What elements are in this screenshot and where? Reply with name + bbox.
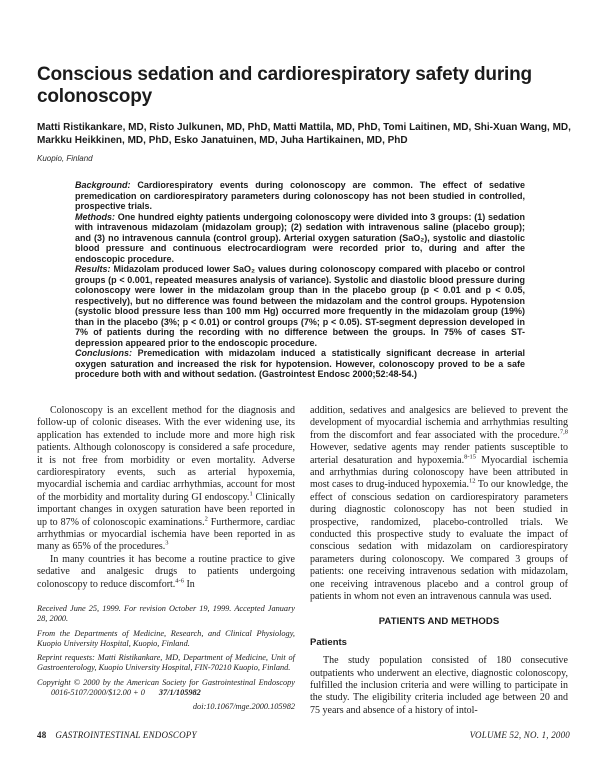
abstract-background <box>75 180 525 212</box>
reference-marker: 8-15 <box>464 453 477 461</box>
intro-paragraph-1 <box>37 405 295 554</box>
fee-code: 0016-5107/2000/$12.00 + 0 <box>51 687 145 697</box>
abstract-conclusions <box>75 348 525 380</box>
journal-name: GASTROINTESTINAL ENDOSCOPY <box>55 730 197 740</box>
section-heading-patients-and-methods: PATIENTS AND METHODS <box>378 616 500 628</box>
reference-marker: 7,8 <box>559 428 568 436</box>
abstract-results-text: Midazolam produced lower SaO₂ values during colonoscopy compared with placebo or control groups (p < 0.001, repeated measures analysis of variance). Systolic and diastolic blood pressure during colonoscopy were lower in the midazolam group than in the placebo group (p < 0.01 and p < 0.05, respectively), but no difference was found between the midazolam and the control groups. Hypotension (systolic blood pressure less than 100 mm Hg) occurred more frequently in the midazolam group (19%) than in the placebo (3%; p < 0.01) or control groups (7%; p < 0.05). ST-segment depression developed in 7% of patients during the recording with no difference between the groups. In 75% of cases ST-depression appeared prior to the endoscopic procedure. <box>75 264 525 348</box>
abstract-conclusions-text: Premedication with midazolam induced a statistically significant decrease in arterial oxygen saturation and increased the risk for hypotension. However, colonoscopy proved to be a safe procedure both with and without sedation. (Gastrointest Endosc 2000;52:48-54.) <box>75 348 525 380</box>
footnote-reprint-requests: Reprint requests: Matti Ristikankare, MD, Department of Medicine, Unit of Gastroenterology, Kuopio University Hospital, FIN-70210 Kuopio, Finland. <box>37 653 295 673</box>
footnotes <box>37 604 295 712</box>
footnote-affiliation: From the Departments of Medicine, Research, and Clinical Physiology, Kuopio University Hospital, Kuopio, Finland. <box>37 628 295 648</box>
abstract-methods-text: One hundred eighty patients undergoing colonoscopy were divided into 3 groups: (1) sedation with intravenous midazolam (midazolam group); (2) sedation with intravenous saline (placebo group); and (3) no intravenous cannula (control group). Arterial oxygen saturation (SaO₂), systolic and diastolic blood pressure and continuous electrocardiogram were recorded prior to, during and after the endoscopic procedure. <box>75 211 525 264</box>
intro-paragraph-2 <box>37 554 295 591</box>
page-footer <box>37 730 570 740</box>
paragraph-text: In <box>183 578 195 590</box>
page-number: 48 <box>37 730 47 740</box>
doi: doi:10.1067/mge.2000.105982 <box>192 702 295 712</box>
article-code: 37/1/105982 <box>158 687 201 697</box>
right-column <box>310 405 568 717</box>
intro-paragraph-3 <box>310 405 568 604</box>
article-title: Conscious sedation and cardiorespiratory safety during colonoscopy <box>37 64 532 108</box>
paragraph-text: In many countries it has become a routine practice to give sedative and analgesic drugs to patients undergoing colonoscopy to reduce discomfort. <box>37 553 295 590</box>
paragraph-text: However, sedative agents may render patients susceptible to arterial desaturation and hypoxemia. <box>310 442 568 466</box>
footnote-copyright <box>37 678 295 698</box>
footer-left <box>37 730 197 740</box>
reference-marker: 2 <box>204 515 208 523</box>
subsection-heading-patients: Patients <box>310 636 347 648</box>
paragraph-text: Myocardial ischemia and arrhythmias during colonoscopy have been attributed in most cases to drug-induced hypoxemia. <box>310 454 569 491</box>
abstract-background-label: Background: <box>75 180 131 191</box>
reference-marker: 12 <box>468 478 476 486</box>
abstract-conclusions-label: Conclusions: <box>75 348 133 359</box>
reference-marker: 4-6 <box>175 577 184 585</box>
paragraph-text: Clinically important changes in oxygen saturation have been reported in up to 87% of colonoscopic examinations. <box>37 491 295 528</box>
copyright-text: Copyright © 2000 by the American Society for Gastrointestinal Endoscopy <box>37 677 295 687</box>
abstract-methods <box>75 212 525 265</box>
abstract-background-text: Cardiorespiratory events during colonoscopy are common. The effect of sedative premedication on cardiorespiratory parameters during colonoscopy has not been studied in controlled, prospective trials. <box>75 180 525 212</box>
abstract <box>75 180 525 380</box>
paragraph-text: Furthermore, cardiac arrhythmias or myocardial ischemia have been reported in as many as 65% of the procedures. <box>37 516 295 553</box>
abstract-results-label: Results: <box>75 264 111 275</box>
reference-marker: 3 <box>165 540 169 548</box>
abstract-results <box>75 264 525 348</box>
authors-line: Matti Ristikankare, MD, Risto Julkunen, MD, PhD, Matti Mattila, MD, PhD, Tomi Laitinen, MD, Shi-Xuan Wang, MD, Markku Heikkinen, MD, PhD, Esko Janatuinen, MD, Juha Hartikainen, MD, PhD <box>37 122 571 147</box>
body-columns <box>37 405 570 717</box>
volume-issue: VOLUME 52, NO. 1, 2000 <box>469 730 570 740</box>
left-column <box>37 405 295 717</box>
reference-marker: 1 <box>249 490 253 498</box>
paragraph-text: To our knowledge, the effect of conscious sedation on cardiorespiratory parameters during diagnostic colonoscopy has not been studied in prospective, randomized, placebo-controlled trials. We conducted this prospective study to evaluate the impact of conscious sedation with midazolam on cardiorespiratory parameters during colonoscopy. We compared 3 groups of patients: one receiving intravenous sedation with midazolam, one receiving intravenous placebo and a control group of patients in whom not even an intravenous cannula was used. <box>310 479 569 603</box>
affiliation: Kuopio, Finland <box>37 154 93 164</box>
paragraph-text: addition, sedatives and analgesics are believed to prevent the development of myocardial ischemia and arrhythmias resulting from the discomfort and fear associated with the procedure. <box>310 404 568 441</box>
footnote-received: Received June 25, 1999. For revision October 19, 1999. Accepted January 28, 2000. <box>37 604 295 624</box>
patients-paragraph: The study population consisted of 180 consecutive outpatients who underwent an elective, diagnostic colonoscopy, fulfilled the inclusion criteria and were willing to participate in the study. The eligibility criteria included age between 20 and 75 years and absence of a history of intol- <box>310 655 568 716</box>
paragraph-text: Colonoscopy is an excellent method for the diagnosis and follow-up of colonic diseases. With the ever widening use, its application has extended to include more and more high risk patients. Although colonoscopy is considered a safe procedure, it is not free from morbidity or even mortality. Adverse cardiorespiratory events, such as arterial hypoxemia, myocardial ischemia and cardiac arrhythmias, account for most of the morbidity and mortality during GI endoscopy. <box>37 404 295 503</box>
abstract-methods-label: Methods: <box>75 211 115 222</box>
